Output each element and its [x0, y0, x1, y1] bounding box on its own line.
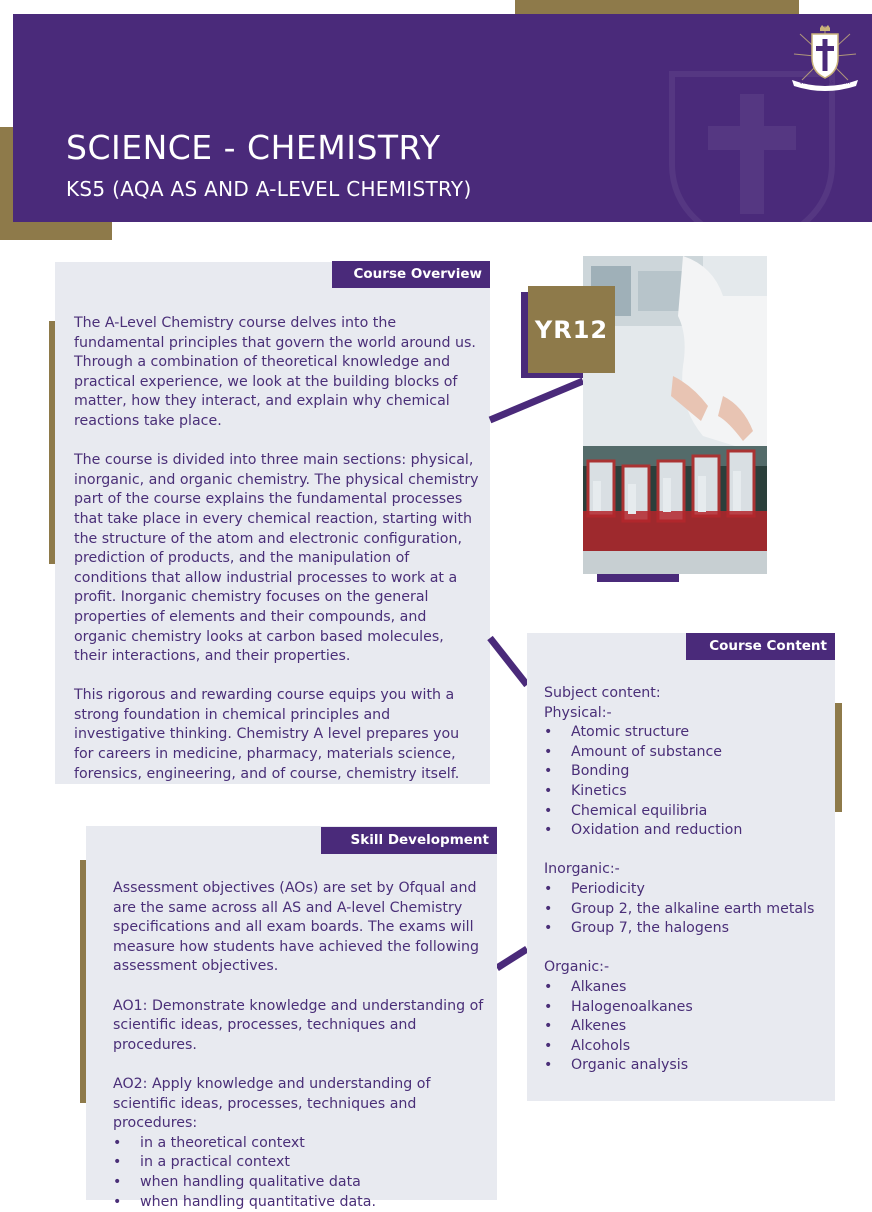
list-item: • Oxidation and reduction	[544, 821, 830, 841]
ao2-list	[113, 1134, 485, 1212]
ao1-text: AO1: Demonstrate knowledge and understanding of scientific ideas, processes, techniques and procedures.	[113, 997, 485, 1056]
list-item: • Kinetics	[544, 782, 830, 802]
crest-motto: VIA · VERITAS · VITA	[790, 81, 860, 86]
course-overview-tag: Course Overview	[332, 261, 490, 288]
list-item: • Organic analysis	[544, 1056, 830, 1076]
course-content-text	[544, 684, 830, 1076]
list-item: • Alkenes	[544, 1017, 830, 1037]
list-item: • Amount of substance	[544, 743, 830, 763]
organic-heading: Organic:-	[544, 958, 830, 978]
page-subtitle: KS5 (AQA AS AND A-LEVEL CHEMISTRY)	[66, 177, 472, 201]
list-item: • when handling quantitative data.	[113, 1193, 485, 1212]
list-item: • Atomic structure	[544, 723, 830, 743]
list-item: • in a theoretical context	[113, 1134, 485, 1154]
physical-list	[544, 723, 830, 841]
list-item: • Group 2, the alkaline earth metals	[544, 900, 830, 920]
course-content-tag: Course Content	[686, 633, 835, 660]
list-item: • Chemical equilibria	[544, 802, 830, 822]
physical-heading: Physical:-	[544, 704, 830, 724]
overview-paragraph: This rigorous and rewarding course equips you with a strong foundation in chemical principles and investigative thinking. Chemistry A level prepares you for careers in medicine, pharmacy, materials science, forensics, engineering, and of course, chemistry itself.	[74, 686, 480, 784]
list-item: • Bonding	[544, 762, 830, 782]
subject-content-heading: Subject content:	[544, 684, 830, 704]
list-item: • Alcohols	[544, 1037, 830, 1057]
inorganic-list	[544, 880, 830, 939]
skills-intro: Assessment objectives (AOs) are set by Ofqual and are the same across all AS and A-level Chemistry specifications and all exam boards. The exams will measure how students have achieved the following assessment objectives.	[113, 879, 485, 977]
list-item: • Halogenoalkanes	[544, 998, 830, 1018]
list-item: • Alkanes	[544, 978, 830, 998]
list-item: • when handling qualitative data	[113, 1173, 485, 1193]
overview-paragraph: The course is divided into three main sections: physical, inorganic, and organic chemistry. The physical chemistry part of the course explains the fundamental processes that take place in every chemical reaction, starting with the structure of the atom and electronic configuration, prediction of products, and the manipulation of conditions that allow industrial processes to work at a profit. Inorganic chemistry focuses on the general properties of elements and their compounds, and organic chemistry looks at carbon based molecules, their interactions, and their properties.	[74, 451, 480, 667]
content-gold-accent	[835, 703, 842, 812]
organic-list	[544, 978, 830, 1076]
overview-paragraph: The A-Level Chemistry course delves into the fundamental principles that govern the world around us. Through a combination of theoretical knowledge and practical experience, we look at the building blocks of matter, how they interact, and explain why chemical reactions take place.	[74, 314, 480, 432]
ao2-text: AO2: Apply knowledge and understanding of scientific ideas, processes, techniques and procedures:	[113, 1075, 485, 1134]
list-item: • in a practical context	[113, 1153, 485, 1173]
year-badge: YR12	[528, 286, 615, 373]
page-title: SCIENCE - CHEMISTRY	[66, 128, 441, 167]
skill-development-tag: Skill Development	[321, 827, 497, 854]
list-item: • Group 7, the halogens	[544, 919, 830, 939]
skill-development-text	[113, 879, 485, 1212]
inorganic-heading: Inorganic:-	[544, 860, 830, 880]
list-item: • Periodicity	[544, 880, 830, 900]
